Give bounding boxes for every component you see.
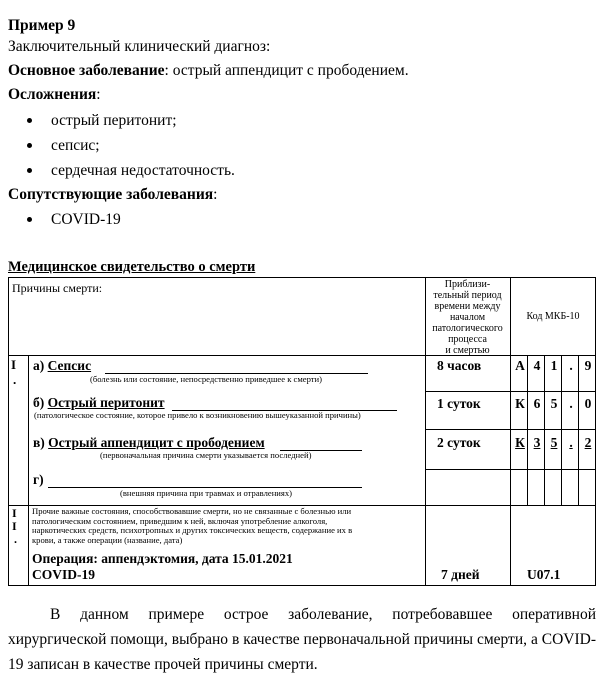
row-c-hint: (первоначальная причина смерти указывается последней): [100, 450, 312, 460]
code-char: 5: [550, 396, 558, 411]
code-char: 5: [550, 435, 558, 450]
row-b-interval: 1 суток: [437, 396, 481, 411]
example-title: Пример 9: [8, 17, 76, 34]
column-divider: [28, 355, 29, 586]
code-divider: [544, 355, 545, 505]
comorbid-item: COVID-19: [51, 211, 121, 228]
comorbid-heading: [8, 186, 217, 204]
code-char: 1: [550, 358, 558, 373]
complications-colon: :: [96, 86, 101, 103]
code-char: 3: [533, 435, 541, 450]
row-divider: [425, 469, 596, 470]
code-char: А: [515, 358, 525, 373]
row-c-diagnosis: Острый аппендицит с прободением: [48, 435, 265, 450]
part2-roman: I I .: [12, 506, 17, 546]
part2-instructions: Прочие важные состояния, способствовавшие смерти, но не связанные с болезнью или патологическим состоянием, приведшим к ней, включая употребление алкоголя, наркотических средств, психотропных и других токсических веществ, содержание их в крови, а также операции (название, дата): [32, 506, 353, 545]
part1-roman-dot: .: [13, 372, 17, 387]
row-c-interval: 2 суток: [437, 435, 481, 450]
code-divider: [578, 355, 579, 505]
code-char: 0: [584, 396, 592, 411]
bullet-icon: [27, 168, 32, 173]
row-c: в) Острый аппендицит с прободением: [33, 435, 265, 450]
complication-item: сепсис;: [51, 137, 100, 154]
conclusion-paragraph: В данном примере острое заболевание, потребовавшее оперативной хирургической помощи, выбрано в качестве первоначальной причины смерти, а COVID-19 записан в качестве прочей причины смерти.: [8, 606, 596, 673]
row-d-hint: (внешняя причина при травмах и отравлениях): [120, 488, 293, 498]
row-a-hint: (болезнь или состояние, непосредственно приведшее к смерти): [90, 374, 323, 384]
bullet-icon: [27, 143, 32, 148]
causes-header: Причины смерти:: [12, 281, 103, 295]
complication-item: сердечная недостаточность.: [51, 162, 235, 179]
certificate-title: Медицинское свидетельство о смерти: [8, 259, 256, 275]
complications-heading: [8, 86, 101, 104]
row-b-hint: (патологическое состояние, которое привело к возникновению вышеуказанной причины): [34, 410, 361, 420]
main-disease-text: острый аппендицит с прободением.: [168, 62, 409, 79]
code-char: .: [569, 396, 573, 411]
complications-label: Осложнения: [8, 86, 97, 103]
code-char: .: [569, 435, 573, 450]
part2-code: U07.1: [527, 567, 561, 582]
row-d-letter: г): [33, 472, 44, 487]
part2-covid: COVID-19: [32, 567, 95, 582]
row-a-interval: 8 часов: [437, 358, 482, 373]
complication-item: острый перитонит;: [51, 112, 177, 129]
comorbid-colon: :: [213, 186, 218, 203]
bullet-icon: [27, 118, 32, 123]
code-header: Код МКБ-10: [526, 311, 580, 322]
row-divider: [425, 429, 596, 430]
code-char: 9: [584, 358, 592, 373]
column-divider: [510, 277, 511, 586]
main-disease-label: Основное заболевание: [8, 62, 165, 79]
interval-header: Приблизи- тельный период времени между началом патологического процесса и смертью: [432, 279, 503, 356]
row-a-diagnosis: Сепсис: [47, 358, 92, 373]
code-char: 2: [584, 435, 592, 450]
code-char: 4: [533, 358, 541, 373]
code-char: К: [515, 396, 525, 411]
code-char: .: [569, 358, 573, 373]
part2-interval: 7 дней: [441, 567, 480, 582]
code-divider: [561, 355, 562, 505]
code-divider: [527, 355, 528, 505]
main-disease: [8, 62, 409, 80]
bullet-icon: [27, 217, 32, 222]
comorbid-label: Сопутствующие заболевания: [8, 186, 214, 203]
part1-roman: I: [11, 357, 17, 372]
main-disease-colon: :: [164, 62, 169, 79]
row-b: б) Острый перитонит: [33, 395, 165, 410]
code-char: 6: [533, 396, 541, 411]
final-diagnosis-label: Заключительный клинический диагноз:: [8, 38, 271, 55]
row-a: а) Сепсис: [33, 358, 92, 373]
part2-operation: Операция: аппендэктомия, дата 15.01.2021: [32, 551, 293, 566]
code-char: К: [515, 435, 525, 450]
row-b-diagnosis: Острый перитонит: [47, 395, 165, 410]
row-divider: [425, 391, 596, 392]
